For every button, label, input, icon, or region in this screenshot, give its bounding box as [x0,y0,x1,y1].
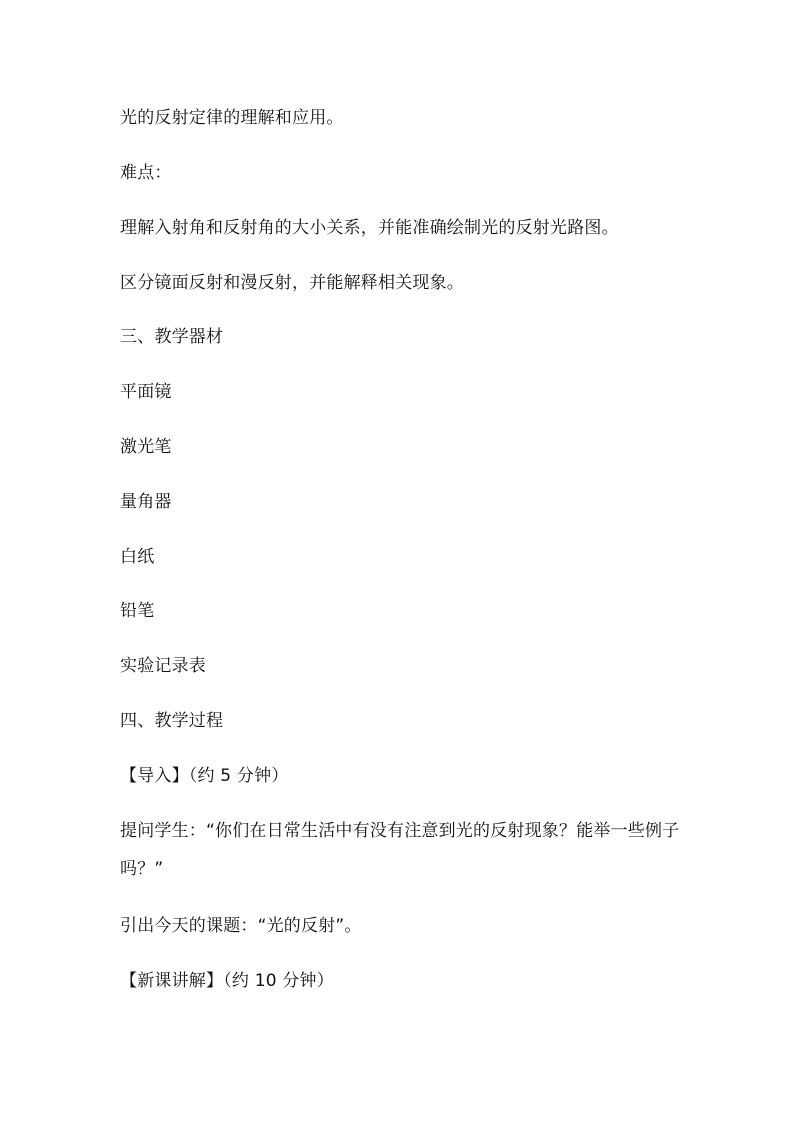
paragraph-difficulty-angles: 理解入射角和反射角的大小关系，并能准确绘制光的反射光路图。 [120,218,619,238]
section-heading-materials: 三、教学器材 [120,327,224,347]
paragraph-reflection-law-focus: 光的反射定律的理解和应用。 [120,108,344,128]
paragraph-difficulty-heading: 难点： [120,163,172,183]
process-step-new-lesson: 【新课讲解】（约 10 分钟） [120,971,334,991]
paragraph-question-students: 提问学生：“你们在日常生活中有没有注意到光的反射现象？能举一些例子吗？” [120,821,680,879]
paragraph-difficulty-reflection-types: 区分镜面反射和漫反射，并能解释相关现象。 [120,273,464,293]
process-step-introduction: 【导入】（约 5 分钟） [120,766,289,786]
material-item-protractor: 量角器 [120,492,172,512]
material-item-mirror: 平面镜 [120,382,172,402]
section-heading-process: 四、教学过程 [120,711,224,731]
material-item-record-sheet: 实验记录表 [120,656,206,676]
material-item-laser-pen: 激光笔 [120,437,172,457]
material-item-white-paper: 白纸 [120,547,155,567]
material-item-pencil: 铅笔 [120,601,155,621]
paragraph-lesson-topic: 引出今天的课题：“光的反射”。 [120,916,362,936]
